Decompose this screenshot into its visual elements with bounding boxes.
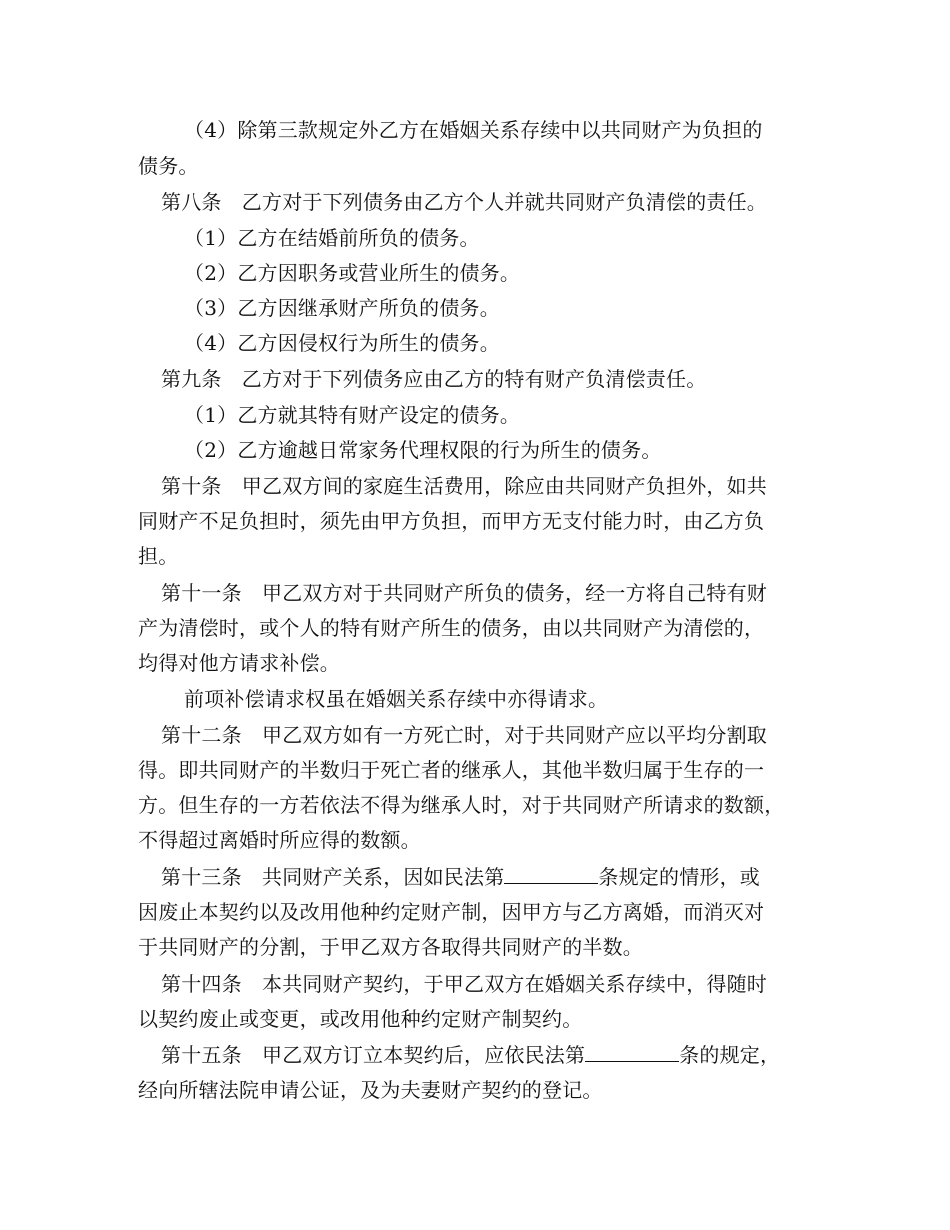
clause-11-line-3: 均得对他方请求补偿。 — [138, 651, 340, 675]
clause-8-item-1: （1）乙方在结婚前所负的债务。 — [184, 226, 480, 250]
clause-14-line-2: 以契约废止或变更，或改用他种约定财产制契约。 — [138, 1007, 583, 1031]
clause-13-line-2: 因废止本契约以及改用他种约定财产制，因甲方与乙方离婚，而消灭对 — [138, 900, 765, 924]
clause-15-text-after-blank: 条的规定， — [679, 1043, 781, 1067]
clause-12-line-2: 得。即共同财产的半数归于死亡者的继承人，其他半数归属于生存的一 — [138, 758, 765, 782]
clause-8-item-3: （3）乙方因继承财产所负的债务。 — [184, 296, 500, 320]
clause-9-item-1: （1）乙方就其特有财产设定的债务。 — [184, 403, 521, 427]
clause-10-line-1: 第十条 甲乙双方间的家庭生活费用，除应由共同财产负担外，如共 — [161, 474, 767, 498]
clause-8-item-4: （4）乙方因侵权行为所生的债务。 — [184, 331, 500, 355]
clause-14-line-1: 第十四条 本共同财产契约，于甲乙双方在婚姻关系存续中，得随时 — [161, 972, 767, 996]
clause-10-line-2: 同财产不足负担时，须先由甲方负担，而甲方无支付能力时，由乙方负 — [138, 509, 765, 533]
clause-15-line-2: 经向所辖法院申请公证，及为夫妻财产契约的登记。 — [138, 1078, 603, 1102]
article-number-blank — [504, 865, 598, 884]
clause-7-item-4-line-2: 债务。 — [138, 154, 199, 178]
clause-15-line-1 — [161, 1042, 780, 1068]
clause-13-line-1 — [161, 864, 760, 890]
clause-8-item-2: （2）乙方因职务或营业所生的债务。 — [184, 261, 521, 285]
clause-10-line-3: 担。 — [138, 544, 179, 568]
clause-12-line-1: 第十二条 甲乙双方如有一方死亡时，对于共同财产应以平均分割取 — [161, 723, 767, 747]
clause-11-line-1: 第十一条 甲乙双方对于共同财产所负的债务，经一方将自己特有财 — [161, 581, 767, 605]
clause-9-heading: 第九条 乙方对于下列债务应由乙方的特有财产负清偿责任。 — [161, 367, 707, 391]
clause-7-item-4-line-1: （4）除第三款规定外乙方在婚姻关系存续中以共同财产为负担的 — [184, 118, 763, 142]
clause-13-text-before-blank: 第十三条 共同财产关系，因如民法第 — [161, 865, 505, 889]
clause-12-line-3: 方。但生存的一方若依法不得为继承人时，对于共同财产所请求的数额， — [138, 793, 785, 817]
clause-11-paragraph-2: 前项补偿请求权虽在婚姻关系存续中亦得请求。 — [184, 687, 609, 711]
clause-8-heading: 第八条 乙方对于下列债务由乙方个人并就共同财产负清偿的责任。 — [161, 190, 767, 214]
article-number-blank — [585, 1043, 679, 1062]
clause-9-item-2: （2）乙方逾越日常家务代理权限的行为所生的债务。 — [184, 438, 662, 462]
clause-12-line-4: 不得超过离婚时所应得的数额。 — [138, 828, 421, 852]
clause-15-text-before-blank: 第十五条 甲乙双方订立本契约后，应依民法第 — [161, 1043, 586, 1067]
clause-13-text-after-blank: 条规定的情形，或 — [598, 865, 761, 889]
clause-13-line-3: 于共同财产的分割，于甲乙双方各取得共同财产的半数。 — [138, 935, 643, 959]
clause-11-line-2: 产为清偿时，或个人的特有财产所生的债务，由以共同财产为清偿的， — [138, 616, 765, 640]
